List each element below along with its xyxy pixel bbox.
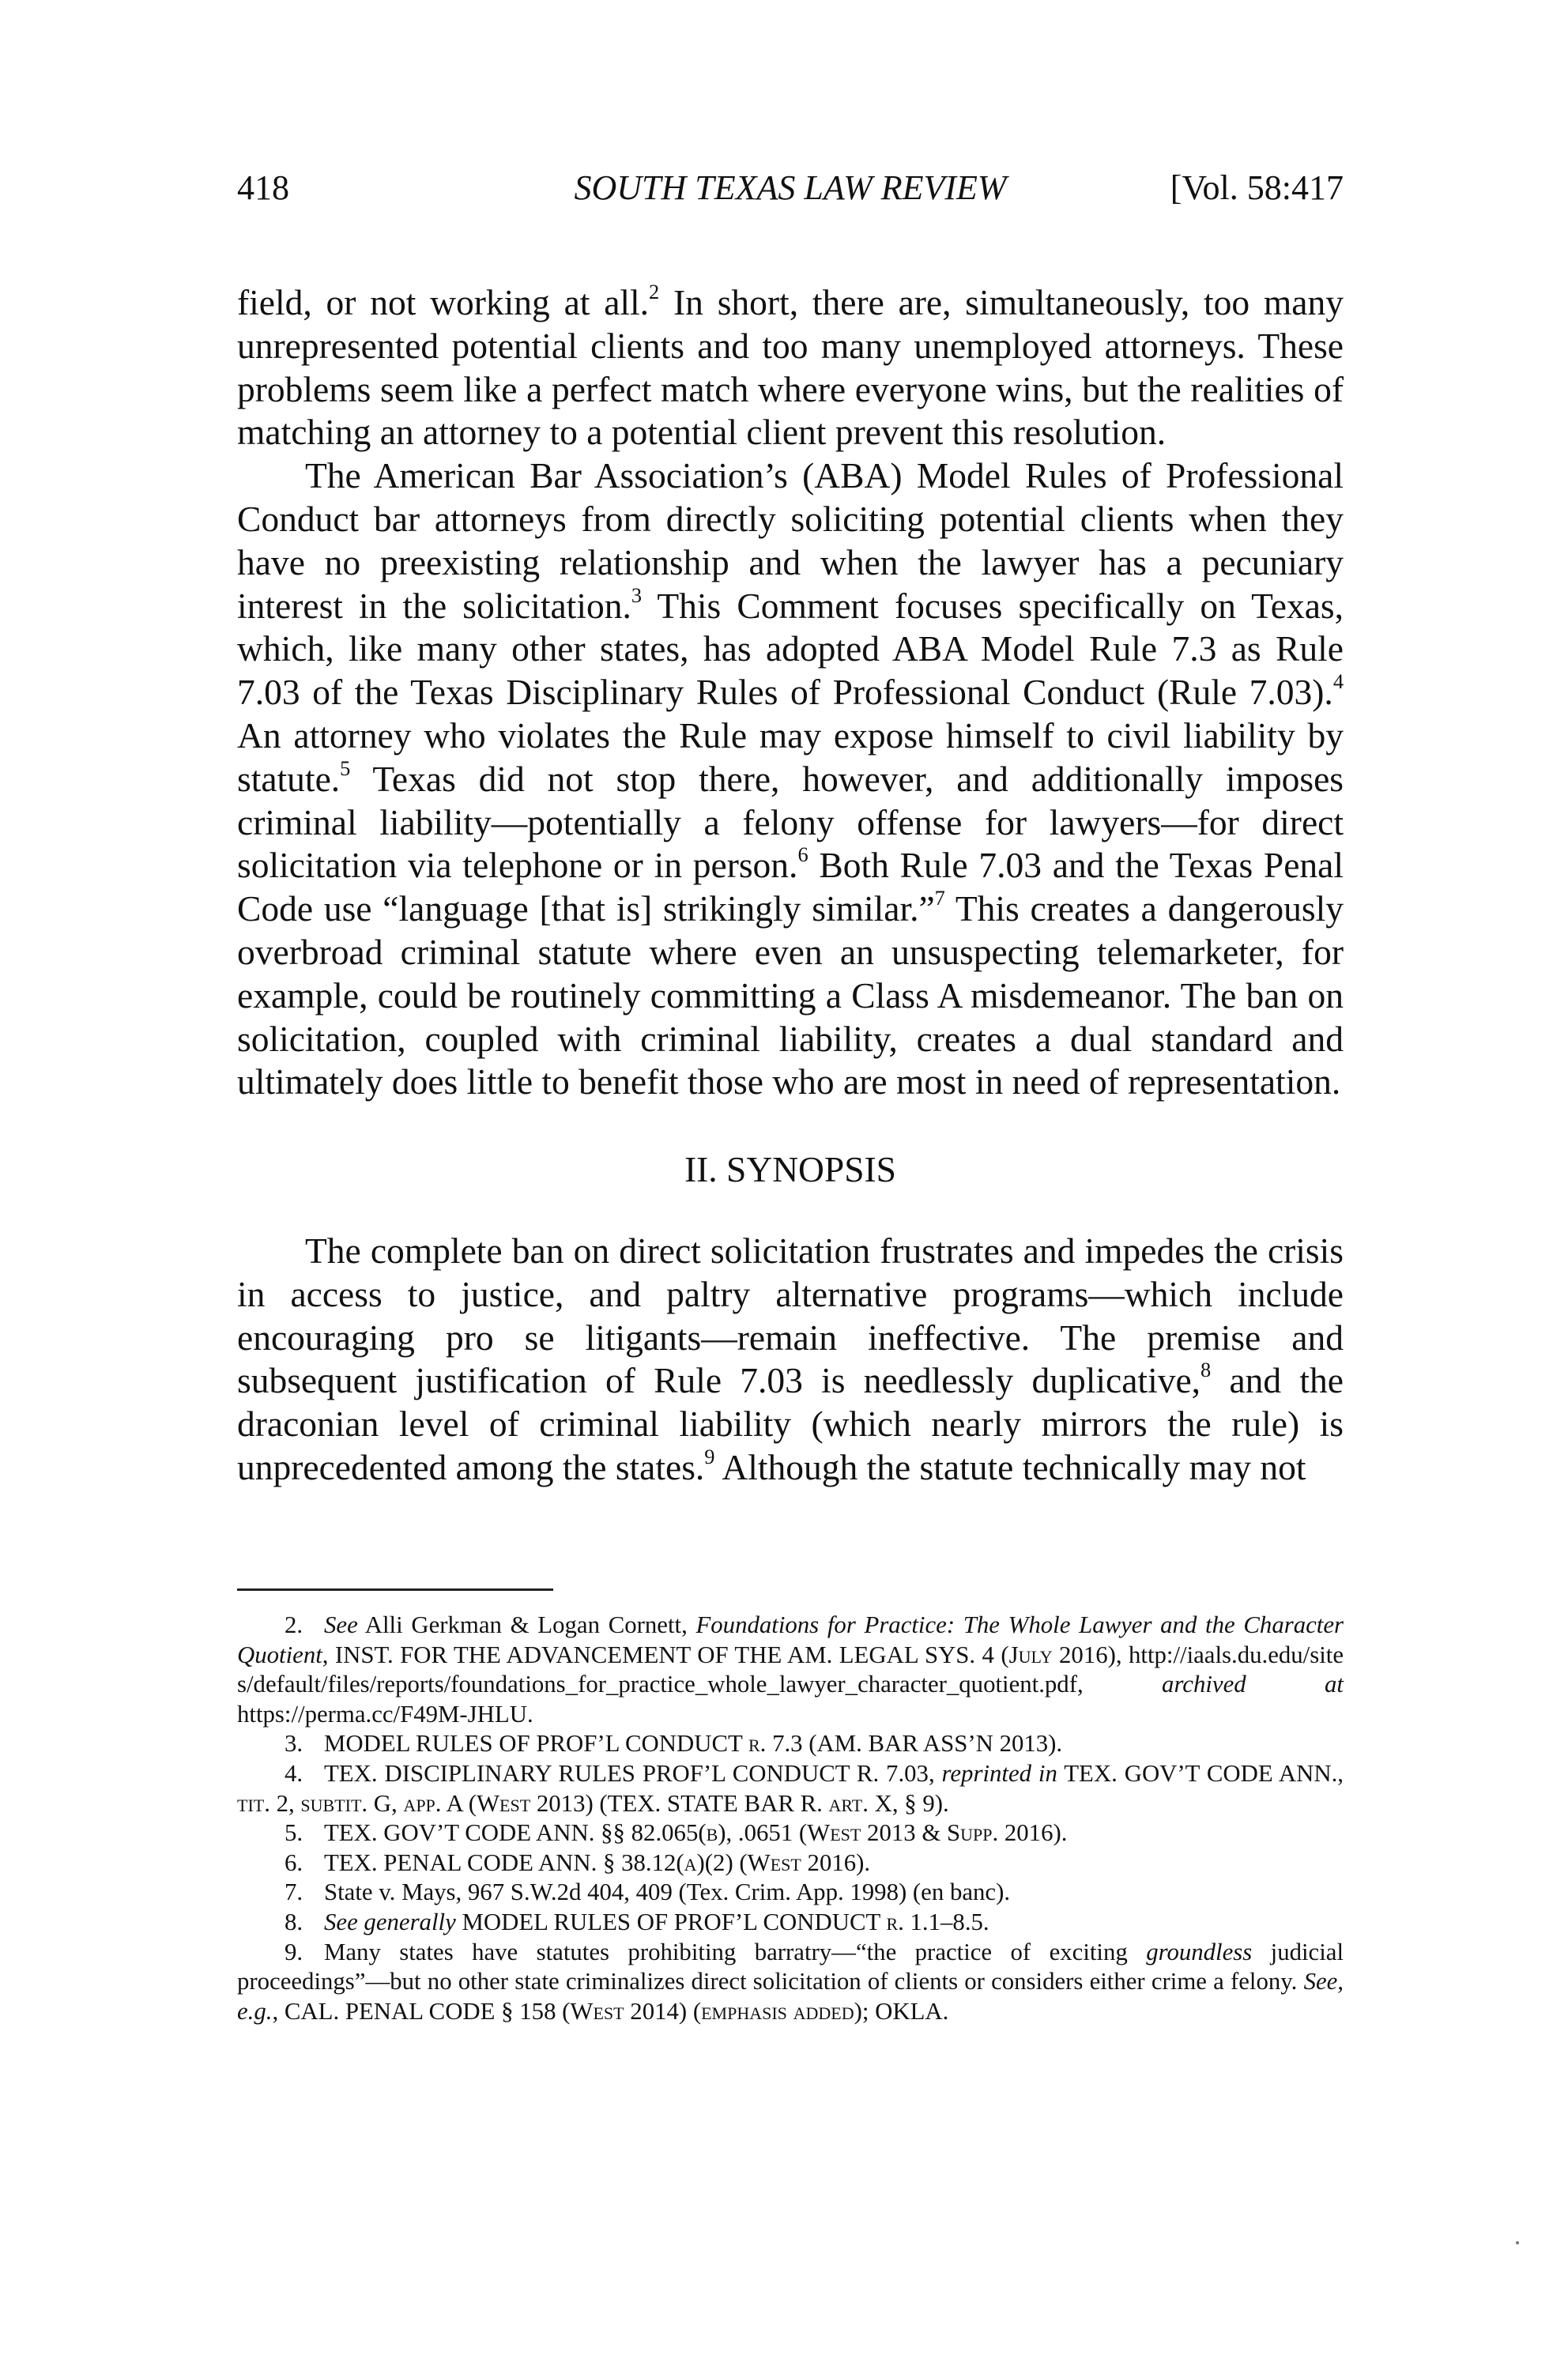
paragraph-2: The American Bar Association’s (ABA) Model Rules of Professional Conduct bar attorneys from directly soliciting potential clients when they have no preexisting relationship and when the lawyer has a pecuniary interest in the solicitation.$^3$ This Comment focuses specifically on Texas, which, like many other states, has adopted ABA Model Rule 7.3 as Rule 7.03 of the Texas Disciplinary Rules of Professional Conduct (Rule 7.03).$^4$ An attorney who violates the Rule may expose himself to civil liability by statute.$^5$ Texas did not stop there, however, and additionally imposes criminal liability—potentially a felony offense for lawyers—for direct solicitation via telephone or in person.$^6$ Both Rule 7.03 and the Texas Penal Code use “language [that is] strikingly similar.”$^7$ This creates a dangerously overbroad criminal statute where even an unsuspecting telemarketer, for example, could be routinely committing a Class A misdemeanor. The ban on solicitation, coupled with criminal liability, creates a dual standard and ultimately does little to benefit those who are most in need of representation. — [237, 455, 1344, 1102]
footnote-url[interactable]: http://iaals.du.edu/sites/default/files/reports/foundations_for_practice_whole_lawyer_character_quotient.pdf — [237, 1641, 1344, 1698]
footnote-3: 3. MODEL RULES OF PROF’L CONDUCT r. 7.3 (AM. BAR ASS’N 2013). — [285, 1730, 1063, 1758]
footnote-2: 2. See Alli Gerkman & Logan Cornett, Foundations for Practice: The Whole Lawyer and the Character Quotient, INST. FOR THE ADVANCEMENT OF THE AM. LEGAL SYS. 4 (July 2016), http://iaals.du.edu/sites/default/files/reports/foundations_for_practice_whole_lawyer_character_quotient.pdf, archived at https://perma.cc/F49M-JHLU. — [237, 1611, 1344, 1728]
section-heading: II. SYNOPSIS — [684, 1149, 896, 1190]
journal-title: SOUTH TEXAS LAW REVIEW — [574, 168, 1007, 207]
footnotes — [237, 1611, 1344, 2026]
footnote-ref-3[interactable]: 3 — [631, 582, 643, 607]
footnote-7: 7. State v. Mays, 967 S.W.2d 404, 409 (Tex. Crim. App. 1998) (en banc). — [285, 1879, 1011, 1906]
page-number: 418 — [237, 168, 289, 207]
footnote-ref-5[interactable]: 5 — [340, 756, 351, 780]
body-text — [237, 281, 1344, 1490]
footnote-separator — [237, 1588, 553, 1591]
footnote-8: 8. See generally MODEL RULES OF PROF’L CONDUCT r. 1.1–8.5. — [285, 1908, 989, 1935]
footnote-9: 9. Many states have statutes prohibiting barratry—“the practice of exciting groundless judicial proceedings”—but no other state criminalizes direct solicitation of clients or considers either crime a felony. See, e.g., CAL. PENAL CODE § 158 (West 2014) (emphasis added); OKLA. — [237, 1938, 1344, 2025]
footnote-ref-9[interactable]: 9 — [704, 1445, 715, 1469]
footnote-6: 6. TEX. PENAL CODE ANN. § 38.12(a)(2) (West 2016). — [285, 1848, 871, 1876]
footnote-4: 4. TEX. DISCIPLINARY RULES PROF’L CONDUCT R. 7.03, reprinted in TEX. GOV’T CODE ANN., tit. 2, subtit. G, app. A (West 2013) (TEX. STATE BAR R. art. X, § 9). — [237, 1759, 1344, 1817]
footnote-ref-4[interactable]: 4 — [1332, 669, 1344, 694]
footnote-5: 5. TEX. GOV’T CODE ANN. §§ 82.065(b), .0651 (West 2013 & Supp. 2016). — [285, 1819, 1068, 1847]
archive-link[interactable]: https://perma.cc/F49M-JHLU. — [237, 1700, 533, 1728]
paragraph-1: field, or not working at all.$^2$ In short, there are, simultaneously, too many unrepresented potential clients and too many unemployed attorneys. These problems seem like a perfect match where everyone wins, but the realities of matching an attorney to a potential client prevent this resolution. — [237, 280, 1344, 453]
running-header — [237, 164, 1344, 212]
footnote-ref-8[interactable]: 8 — [1200, 1358, 1212, 1382]
volume-citation: [Vol. 58:417 — [1170, 168, 1344, 207]
scan-speck — [1516, 2241, 1519, 2244]
footnote-ref-2[interactable]: 2 — [649, 280, 660, 304]
paragraph-3: The complete ban on direct solicitation frustrates and impedes the crisis in access to justice, and paltry alternative programs—which include encouraging pro se litigants—remain ineffective. The premise and subsequent justification of Rule 7.03 is needlessly duplicative,$^8$ and the draconian level of criminal liability (which nearly mirrors the rule) is unprecedented among the states.$^9$ Although the statute technically may not — [237, 1230, 1344, 1487]
footnote-ref-7[interactable]: 7 — [934, 886, 945, 910]
footnote-ref-6[interactable]: 6 — [797, 842, 808, 867]
